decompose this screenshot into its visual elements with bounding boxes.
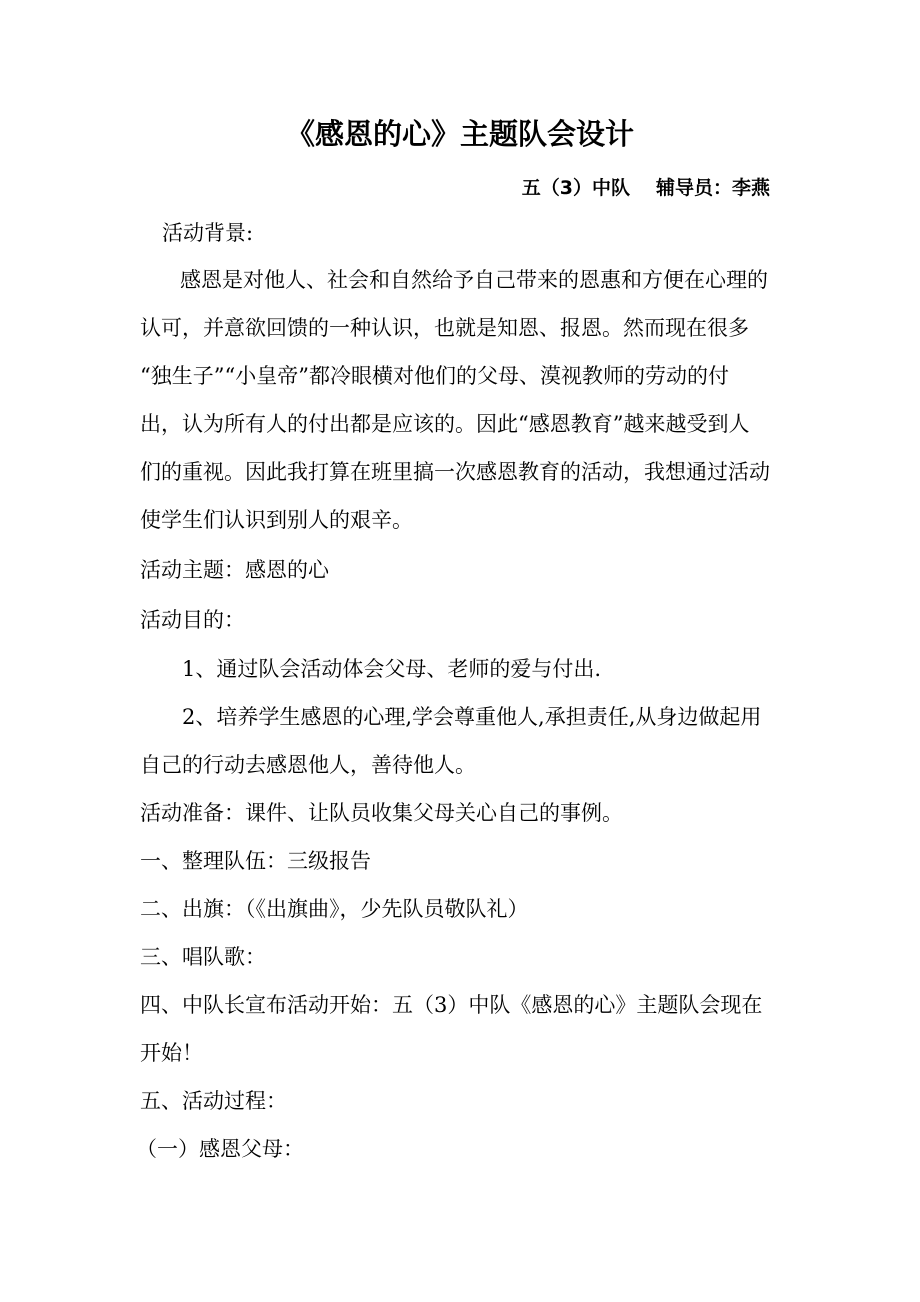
step-2: 二、出旗：（《出旗曲》，少先队员敬队礼） (140, 897, 529, 921)
step-5: 五、活动过程： (140, 1089, 287, 1113)
sub-step-1: （一）感恩父母： (136, 1137, 304, 1161)
step-4-continued: 开始！ (140, 1041, 203, 1065)
paragraph-line: “独生子”“小皇帝”都冷眼横对他们的父母、漠视教师的劳动的付 (140, 364, 729, 388)
section-heading-background: 活动背景: (162, 221, 254, 245)
byline-counselor: 辅导员：李燕 (655, 177, 770, 199)
activity-theme: 活动主题：感恩的心 (140, 558, 329, 582)
byline (522, 174, 770, 202)
section-heading-purpose: 活动目的： (140, 608, 245, 632)
step-3: 三、唱队歌： (140, 945, 266, 969)
paragraph-line: 感恩是对他人、社会和自然给予自己带来的恩惠和方便在心理的 (180, 268, 768, 292)
activity-preparation: 活动准备：课件、让队员收集父母关心自己的事例。 (140, 801, 623, 825)
byline-unit: 五（3）中队 (521, 177, 630, 199)
paragraph-line: 认可，并意欲回馈的一种认识，也就是知恩、报恩。然而现在很多 (140, 316, 749, 340)
paragraph-line: 使学生们认识到别人的艰辛。 (140, 508, 413, 532)
purpose-item-1: 1、通过队会活动体会父母、老师的爱与付出. (182, 657, 602, 681)
step-1: 一、整理队伍：三级报告 (140, 849, 371, 873)
purpose-item-2-continued: 自己的行动去感恩他人，善待他人。 (140, 753, 476, 777)
paragraph-line: 出，认为所有人的付出都是应该的。因此“感恩教育”越来越受到人 (140, 412, 750, 436)
paragraph-line: 们的重视。因此我打算在班里搞一次感恩教育的活动，我想通过活动 (140, 460, 770, 484)
step-4: 四、中队长宣布活动开始：五（3）中队《感恩的心》主题队会现在 (140, 993, 763, 1017)
document-title: 《感恩的心》主题队会设计 (285, 117, 634, 151)
purpose-item-2: 2、培养学生感恩的心理,学会尊重他人,承担责任,从身边做起用 (182, 705, 762, 729)
